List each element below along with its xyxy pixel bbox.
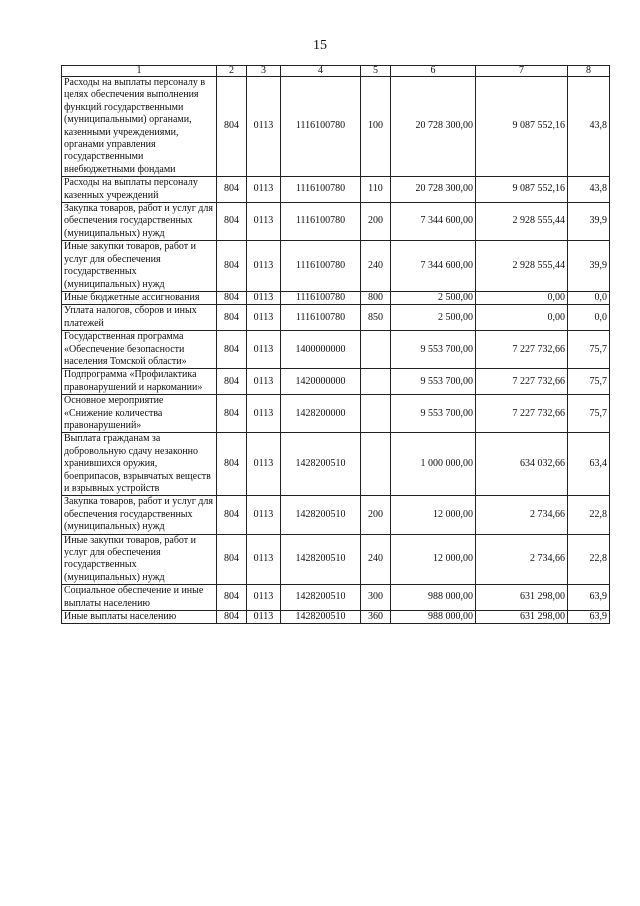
cell-expense-type (361, 331, 391, 369)
cell-target-item: 1420000000 (281, 369, 361, 395)
table-row (62, 534, 610, 585)
cell-percent: 43,8 (568, 77, 610, 177)
cell-executed: 2 928 555,44 (476, 241, 568, 292)
table-row (62, 395, 610, 433)
cell-ministry: 804 (217, 395, 247, 433)
cell-ministry: 804 (217, 496, 247, 534)
cell-section: 0113 (247, 203, 281, 241)
cell-target-item: 1116100780 (281, 291, 361, 304)
cell-ministry: 804 (217, 369, 247, 395)
row-name: Государственная программа «Обеспечение безопасности населения Томской области» (62, 331, 217, 369)
budget-table (61, 65, 610, 624)
cell-executed: 2 734,66 (476, 496, 568, 534)
cell-percent: 63,9 (568, 585, 610, 611)
column-header: 3 (247, 66, 281, 77)
cell-section: 0113 (247, 305, 281, 331)
table-row (62, 331, 610, 369)
cell-target-item: 1116100780 (281, 305, 361, 331)
cell-target-item: 1400000000 (281, 331, 361, 369)
cell-percent: 39,9 (568, 203, 610, 241)
row-name: Основное мероприятие «Снижение количества правонарушений» (62, 395, 217, 433)
cell-executed: 9 087 552,16 (476, 177, 568, 203)
cell-ministry: 804 (217, 611, 247, 624)
cell-expense-type: 200 (361, 203, 391, 241)
row-name: Закупка товаров, работ и услуг для обеспечения государственных (муниципальных) нужд (62, 496, 217, 534)
cell-target-item: 1428200510 (281, 433, 361, 496)
row-name: Социальное обеспечение и иные выплаты населению (62, 585, 217, 611)
cell-section: 0113 (247, 241, 281, 292)
cell-percent: 75,7 (568, 331, 610, 369)
row-name: Иные выплаты населению (62, 611, 217, 624)
cell-section: 0113 (247, 291, 281, 304)
cell-expense-type (361, 369, 391, 395)
table-row (62, 611, 610, 624)
cell-plan: 9 553 700,00 (391, 369, 476, 395)
cell-plan: 1 000 000,00 (391, 433, 476, 496)
cell-target-item: 1116100780 (281, 241, 361, 292)
table-row (62, 291, 610, 304)
cell-executed: 9 087 552,16 (476, 77, 568, 177)
cell-plan: 7 344 600,00 (391, 203, 476, 241)
cell-section: 0113 (247, 369, 281, 395)
cell-expense-type: 850 (361, 305, 391, 331)
column-header: 6 (391, 66, 476, 77)
cell-expense-type: 200 (361, 496, 391, 534)
cell-plan: 2 500,00 (391, 305, 476, 331)
column-header: 5 (361, 66, 391, 77)
cell-expense-type: 240 (361, 534, 391, 585)
cell-section: 0113 (247, 77, 281, 177)
column-header: 8 (568, 66, 610, 77)
cell-executed: 7 227 732,66 (476, 369, 568, 395)
cell-executed: 634 032,66 (476, 433, 568, 496)
cell-plan: 2 500,00 (391, 291, 476, 304)
cell-section: 0113 (247, 331, 281, 369)
cell-target-item: 1428200510 (281, 611, 361, 624)
cell-target-item: 1116100780 (281, 203, 361, 241)
cell-plan: 12 000,00 (391, 534, 476, 585)
table-row (62, 177, 610, 203)
table-row (62, 77, 610, 177)
table-header-row (62, 66, 610, 77)
table-row (62, 433, 610, 496)
row-name: Уплата налогов, сборов и иных платежей (62, 305, 217, 331)
cell-section: 0113 (247, 395, 281, 433)
cell-ministry: 804 (217, 331, 247, 369)
table-row (62, 496, 610, 534)
table-row (62, 305, 610, 331)
row-name: Иные закупки товаров, работ и услуг для обеспечения государственных (муниципальных) нужд (62, 534, 217, 585)
cell-executed: 7 227 732,66 (476, 331, 568, 369)
cell-target-item: 1116100780 (281, 77, 361, 177)
cell-executed: 0,00 (476, 291, 568, 304)
cell-percent: 39,9 (568, 241, 610, 292)
cell-plan: 20 728 300,00 (391, 77, 476, 177)
cell-percent: 75,7 (568, 369, 610, 395)
column-header: 1 (62, 66, 217, 77)
page-number: 15 (313, 38, 327, 53)
cell-percent: 75,7 (568, 395, 610, 433)
cell-ministry: 804 (217, 177, 247, 203)
cell-executed: 7 227 732,66 (476, 395, 568, 433)
cell-percent: 43,8 (568, 177, 610, 203)
cell-executed: 2 928 555,44 (476, 203, 568, 241)
cell-percent: 63,9 (568, 611, 610, 624)
cell-executed: 2 734,66 (476, 534, 568, 585)
table-row (62, 585, 610, 611)
row-name: Расходы на выплаты персоналу в целях обеспечения выполнения функций государственными (муниципальными) органами, казенными учреждениями, органами управления государственными внебюджетными фондами (62, 77, 217, 177)
table-row (62, 203, 610, 241)
table-row (62, 369, 610, 395)
cell-section: 0113 (247, 433, 281, 496)
cell-expense-type: 800 (361, 291, 391, 304)
cell-ministry: 804 (217, 77, 247, 177)
cell-plan: 988 000,00 (391, 611, 476, 624)
cell-expense-type (361, 433, 391, 496)
cell-percent: 63,4 (568, 433, 610, 496)
column-header: 7 (476, 66, 568, 77)
cell-executed: 0,00 (476, 305, 568, 331)
table-row (62, 241, 610, 292)
cell-ministry: 804 (217, 305, 247, 331)
cell-target-item: 1428200510 (281, 496, 361, 534)
cell-target-item: 1428200510 (281, 585, 361, 611)
row-name: Расходы на выплаты персоналу казенных учреждений (62, 177, 217, 203)
cell-percent: 0,0 (568, 291, 610, 304)
column-header: 4 (281, 66, 361, 77)
cell-plan: 20 728 300,00 (391, 177, 476, 203)
cell-section: 0113 (247, 496, 281, 534)
cell-expense-type: 300 (361, 585, 391, 611)
cell-ministry: 804 (217, 203, 247, 241)
cell-plan: 12 000,00 (391, 496, 476, 534)
cell-percent: 0,0 (568, 305, 610, 331)
cell-expense-type: 360 (361, 611, 391, 624)
cell-percent: 22,8 (568, 496, 610, 534)
row-name: Иные закупки товаров, работ и услуг для обеспечения государственных (муниципальных) нужд (62, 241, 217, 292)
cell-ministry: 804 (217, 433, 247, 496)
cell-target-item: 1428200000 (281, 395, 361, 433)
cell-section: 0113 (247, 585, 281, 611)
cell-target-item: 1116100780 (281, 177, 361, 203)
cell-target-item: 1428200510 (281, 534, 361, 585)
cell-expense-type: 110 (361, 177, 391, 203)
row-name: Подпрограмма «Профилактика правонарушений и наркомании» (62, 369, 217, 395)
cell-ministry: 804 (217, 534, 247, 585)
row-name: Иные бюджетные ассигнования (62, 291, 217, 304)
cell-ministry: 804 (217, 291, 247, 304)
cell-expense-type: 240 (361, 241, 391, 292)
cell-executed: 631 298,00 (476, 585, 568, 611)
cell-ministry: 804 (217, 241, 247, 292)
cell-plan: 7 344 600,00 (391, 241, 476, 292)
row-name: Выплата гражданам за добровольную сдачу незаконно хранившихся оружия, боеприпасов, взрывчатых веществ и взрывных устройств (62, 433, 217, 496)
cell-section: 0113 (247, 611, 281, 624)
cell-plan: 9 553 700,00 (391, 395, 476, 433)
cell-section: 0113 (247, 534, 281, 585)
column-header: 2 (217, 66, 247, 77)
cell-executed: 631 298,00 (476, 611, 568, 624)
cell-plan: 9 553 700,00 (391, 331, 476, 369)
row-name: Закупка товаров, работ и услуг для обеспечения государственных (муниципальных) нужд (62, 203, 217, 241)
cell-expense-type: 100 (361, 77, 391, 177)
cell-ministry: 804 (217, 585, 247, 611)
cell-percent: 22,8 (568, 534, 610, 585)
cell-expense-type (361, 395, 391, 433)
cell-section: 0113 (247, 177, 281, 203)
cell-plan: 988 000,00 (391, 585, 476, 611)
